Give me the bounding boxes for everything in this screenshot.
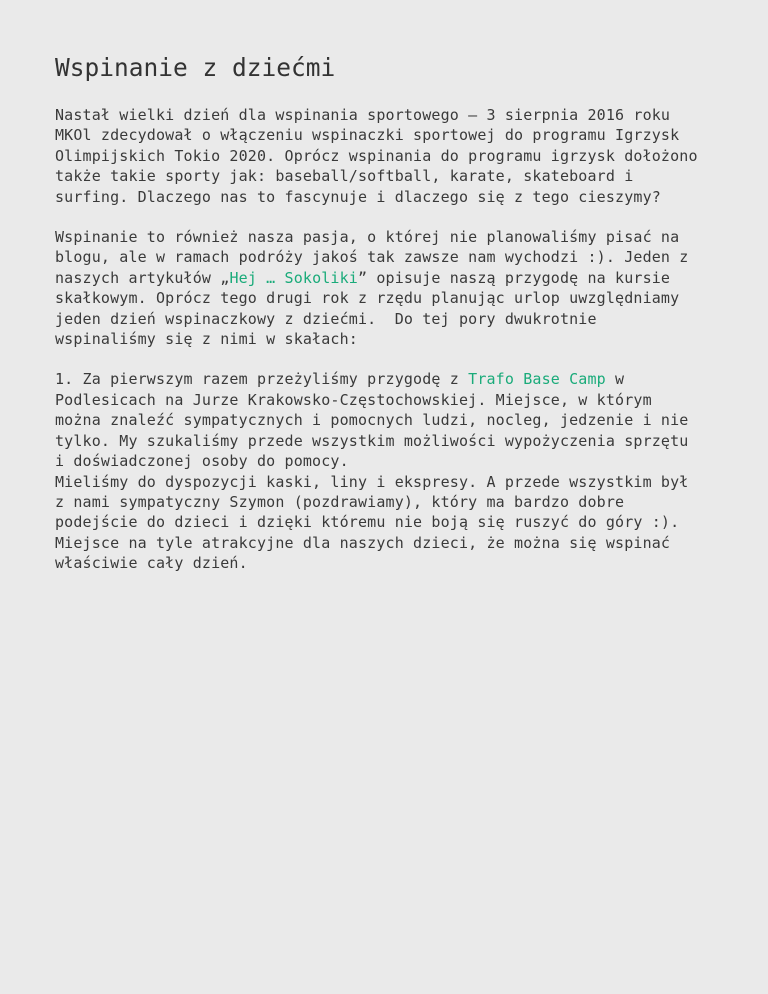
paragraph-line	[55, 369, 728, 389]
paragraph-line: surfing. Dlaczego nas to fascynuje i dlaczego się z tego cieszymy?	[55, 187, 661, 206]
paragraph-line: blogu, ale w ramach podróży jakoś tak zawsze nam wychodzi :). Jeden z	[55, 248, 689, 267]
text-before-link: 1. Za pierwszym razem przeżyliśmy przygodę z	[55, 370, 469, 389]
paragraph-line: skałkowym. Oprócz tego drugi rok z rzędu planując urlop uwzględniamy	[55, 289, 680, 308]
text-before-link: naszych artykułów „	[55, 268, 230, 287]
paragraph-line: tylko. My szukaliśmy przede wszystkim możliwości wypożyczenia sprzętu	[55, 431, 689, 450]
paragraph-line: Miejsce na tyle atrakcyjne dla naszych dzieci, że można się wspinać	[55, 533, 671, 552]
paragraph-first-climb	[55, 369, 728, 573]
paragraph-line: można znaleźć sympatycznych i pomocnych ludzi, nocleg, jedzenie i nie	[55, 411, 689, 430]
paragraph-line: wspinaliśmy się z nimi w skałach:	[55, 330, 358, 349]
paragraph-line	[55, 268, 728, 288]
paragraph-line: Nastał wielki dzień dla wspinania sportowego – 3 sierpnia 2016 roku	[55, 106, 671, 124]
text-after-link: ” opisuje naszą przygodę na kursie	[357, 268, 671, 287]
paragraph-line: Olimpijskich Tokio 2020. Oprócz wspinania do programu igrzysk dołożono	[55, 146, 698, 165]
link-hej-sokoliki[interactable]: Hej … Sokoliki	[229, 268, 358, 287]
paragraph-line: podejście do dzieci i dzięki któremu nie boją się ruszyć do góry :).	[55, 513, 680, 532]
link-trafo-base-camp[interactable]: Trafo Base Camp	[468, 370, 606, 389]
paragraph-line: Mieliśmy do dyspozycji kaski, liny i ekspresy. A przede wszystkim był	[55, 472, 689, 491]
paragraph-line: MKOl zdecydował o włączeniu wspinaczki sportowej do programu Igrzysk	[55, 126, 680, 145]
paragraph-line: i doświadczonej osoby do pomocy.	[55, 452, 349, 471]
paragraph-line: także takie sporty jak: baseball/softball, karate, skateboard i	[55, 167, 634, 186]
article-title: Wspinanie z dziećmi	[55, 53, 336, 82]
paragraph-line: jeden dzień wspinaczkowy z dziećmi. Do tej pory dwukrotnie	[55, 309, 597, 328]
paragraph-line: właściwie cały dzień.	[55, 554, 248, 573]
paragraph-line: Wspinanie to również nasza pasja, o której nie planowaliśmy pisać na	[55, 228, 680, 247]
paragraph-line: Podlesicach na Jurze Krakowsko-Częstochowskiej. Miejsce, w którym	[55, 390, 652, 409]
paragraph-passion	[55, 227, 728, 349]
paragraph-intro	[55, 105, 728, 207]
paragraph-line: z nami sympatyczny Szymon (pozdrawiamy), który ma bardzo dobre	[55, 492, 625, 511]
text-after-link: w	[605, 370, 625, 389]
